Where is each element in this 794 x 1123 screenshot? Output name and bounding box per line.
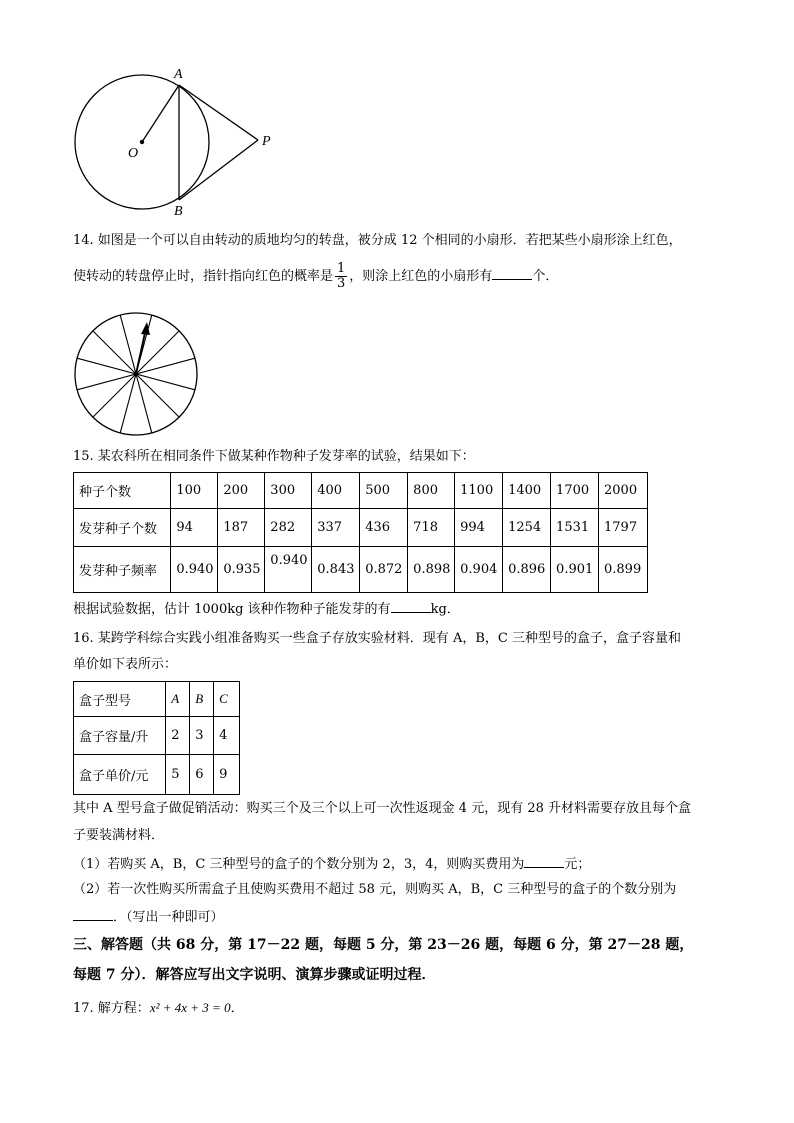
row-header: 盒子容量/升 bbox=[74, 717, 166, 755]
q14-line2-end: 个． bbox=[532, 269, 559, 284]
table-row bbox=[74, 509, 648, 547]
q16-sub2-text: ．（写出一种即可） bbox=[113, 910, 224, 925]
q15-after bbox=[73, 600, 460, 618]
label-a: A bbox=[174, 67, 183, 82]
table-cell: 0.896 bbox=[503, 547, 551, 593]
q16-sub1 bbox=[73, 855, 590, 873]
table-cell: 718 bbox=[408, 509, 455, 547]
table-cell: 9 bbox=[214, 755, 240, 795]
table-cell: 2 bbox=[166, 717, 190, 755]
table-row bbox=[74, 547, 648, 593]
label-p: P bbox=[262, 134, 271, 149]
q16-sub2-line1: （2）若一次性购买所需盒子且使购买费用不超过 58 元，则购买 A，B，C 三种型号的盒子的个数分别为 bbox=[73, 882, 677, 897]
table-header-cell: A bbox=[166, 682, 190, 717]
tangent-pb bbox=[179, 140, 258, 200]
q16-sub1-pre: （1）若购买 A，B，C 三种型号的盒子的个数分别为 2，3，4，则购买费用为 bbox=[73, 857, 525, 872]
q16-sub1-post: 元； bbox=[564, 857, 591, 872]
table-cell: 800 bbox=[408, 473, 455, 509]
table-cell: 94 bbox=[171, 509, 218, 547]
q16-sub1-blank[interactable] bbox=[524, 855, 564, 868]
table-cell: 1400 bbox=[503, 473, 551, 509]
q17-equation: x² + 4x + 3 = 0 bbox=[149, 1000, 231, 1015]
table-cell: 282 bbox=[265, 509, 312, 547]
table-cell: 0.904 bbox=[455, 547, 503, 593]
q16-line1: 16. 某跨学科综合实践小组准备购买一些盒子存放实验材料．现有 A，B，C 三种型号的盒子，盒子容量和 bbox=[73, 631, 681, 646]
table-cell: 337 bbox=[312, 509, 360, 547]
q16-promo1: 其中 A 型号盒子做促销活动：购买三个及三个以上可一次性返现金 4 元，现有 28 升材料需要存放且每个盒 bbox=[73, 801, 691, 816]
box-table bbox=[73, 681, 240, 795]
table-cell: 400 bbox=[312, 473, 360, 509]
label-b: B bbox=[174, 204, 183, 219]
table-cell: 100 bbox=[171, 473, 218, 509]
q16-sub2-line2 bbox=[73, 908, 224, 926]
table-row bbox=[74, 473, 648, 509]
table-cell: 0.901 bbox=[551, 547, 599, 593]
table-cell: 4 bbox=[214, 717, 240, 755]
spinner-figure bbox=[72, 310, 202, 440]
pointer-arrow-shaft bbox=[136, 328, 146, 374]
probability-fraction bbox=[335, 262, 347, 291]
row-header: 种子个数 bbox=[74, 473, 171, 509]
table-cell: 6 bbox=[190, 755, 214, 795]
q15-after-post: kg． bbox=[430, 602, 460, 617]
row-header: 发芽种子个数 bbox=[74, 509, 171, 547]
row-header: 盒子单价/元 bbox=[74, 755, 166, 795]
tangent-pa bbox=[179, 85, 258, 140]
table-cell: 5 bbox=[166, 755, 190, 795]
table-cell: 436 bbox=[360, 509, 408, 547]
table-cell: 3 bbox=[190, 717, 214, 755]
table-cell: 300 bbox=[265, 473, 312, 509]
q16-line2: 单价如下表所示： bbox=[73, 657, 178, 672]
center-point bbox=[140, 140, 144, 144]
section3-line1: 三、解答题（共 68 分，第 17－22 题，每题 5 分，第 23－26 题，每题 6 分，第 27－28 题， bbox=[73, 937, 694, 953]
q14-line2-pre: 使转动的转盘停止时，指针指向红色的概率是 bbox=[73, 269, 334, 284]
table-cell: 187 bbox=[218, 509, 265, 547]
q14-line1: 14. 如图是一个可以自由转动的质地均匀的转盘，被分成 12 个相同的小扇形．若把某些小扇形涂上红色， bbox=[73, 233, 682, 248]
table-header-cell: C bbox=[214, 682, 240, 717]
row-header: 发芽种子频率 bbox=[74, 547, 171, 593]
fraction-numerator: 1 bbox=[337, 261, 346, 276]
table-cell: 1100 bbox=[455, 473, 503, 509]
table-header-cell: 盒子型号 bbox=[74, 682, 166, 717]
table-cell: 1531 bbox=[551, 509, 599, 547]
germination-table bbox=[73, 472, 648, 593]
q14-line2 bbox=[73, 262, 558, 291]
table-row bbox=[74, 755, 240, 795]
table-cell: 0.899 bbox=[599, 547, 648, 593]
radius-oa bbox=[142, 85, 179, 142]
q17-suffix: ． bbox=[230, 1001, 244, 1016]
table-cell: 1700 bbox=[551, 473, 599, 509]
table-cell: 1254 bbox=[503, 509, 551, 547]
table-cell: 0.843 bbox=[312, 547, 360, 593]
table-row bbox=[74, 682, 240, 717]
table-header-cell: B bbox=[190, 682, 214, 717]
label-o: O bbox=[128, 146, 139, 161]
q14-answer-blank[interactable] bbox=[492, 267, 532, 280]
table-cell: 0.872 bbox=[360, 547, 408, 593]
table-row bbox=[74, 717, 240, 755]
table-cell: 200 bbox=[218, 473, 265, 509]
table-cell: 0.940 bbox=[171, 547, 218, 593]
q15-intro: 15. 某农科所在相同条件下做某种作物种子发芽率的试验，结果如下： bbox=[73, 449, 475, 464]
q14-line2-post: ，则涂上红色的小扇形有 bbox=[349, 269, 493, 284]
table-cell: 0.935 bbox=[218, 547, 265, 593]
q17-line bbox=[73, 1000, 244, 1017]
table-cell: 0.898 bbox=[408, 547, 455, 593]
table-cell: 500 bbox=[360, 473, 408, 509]
fraction-denominator: 3 bbox=[337, 276, 346, 291]
q16-sub2-blank[interactable] bbox=[73, 908, 113, 921]
q16-promo2: 子要装满材料． bbox=[73, 828, 165, 843]
table-cell: 2000 bbox=[599, 473, 648, 509]
circle-tangent-figure bbox=[60, 60, 290, 225]
table-cell: 1797 bbox=[599, 509, 648, 547]
q15-after-pre: 根据试验数据，估计 1000kg 该种作物种子能发芽的有 bbox=[73, 602, 391, 617]
section3-line2: 每题 7 分）．解答应写出文字说明、演算步骤或证明过程． bbox=[73, 967, 436, 983]
table-cell: 994 bbox=[455, 509, 503, 547]
q17-prefix: 17. 解方程： bbox=[73, 1001, 150, 1016]
q15-answer-blank[interactable] bbox=[391, 600, 431, 613]
table-cell: 0.940 bbox=[265, 547, 312, 593]
